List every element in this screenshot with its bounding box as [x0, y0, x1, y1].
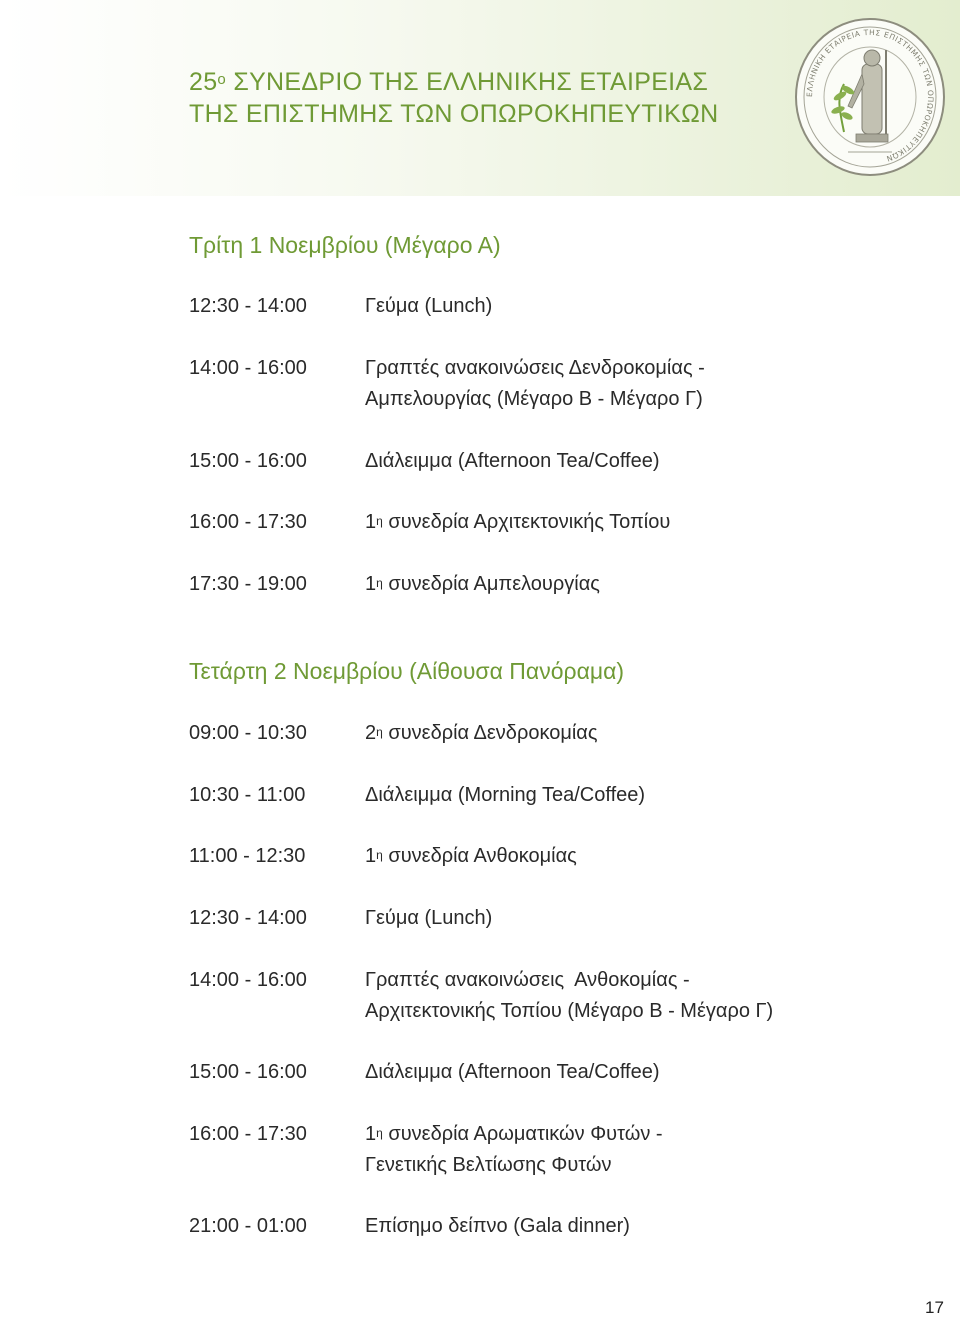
schedule-description-text: Αμπελουργίας (Μέγαρο Β - Μέγαρο Γ) [365, 388, 703, 410]
schedule-description-line [365, 1057, 925, 1088]
schedule-description-text: Γεύμα (Lunch) [365, 907, 493, 929]
session-ordinal-suffix: η [376, 725, 383, 739]
schedule-description-text: Αρχιτεκτονικής Τοπίου (Μέγαρο Β - Μέγαρο Γ) [365, 1000, 774, 1022]
schedule-description-line [365, 507, 925, 538]
schedule-time: 10:30 - 11:00 [189, 784, 306, 806]
schedule-time: 16:00 - 17:30 [189, 1123, 307, 1145]
schedule-description-text: Γραπτές ανακοινώσεις Ανθοκομίας - [365, 969, 690, 991]
conference-title [189, 66, 719, 130]
day-2-heading: Τετάρτη 2 Νοεμβρίου (Αίθουσα Πανόραμα) [189, 658, 625, 684]
schedule-description-text: συνεδρία Αμπελουργίας [382, 573, 600, 595]
session-ordinal: 1 [365, 511, 377, 533]
schedule-description [365, 780, 925, 811]
session-ordinal: 1 [365, 573, 377, 595]
schedule-description [365, 507, 925, 538]
session-ordinal: 2 [365, 722, 377, 744]
schedule-description-text: συνεδρία Αρωματικών Φυτών - [382, 1123, 663, 1145]
schedule-description-text: συνεδρία Ανθοκομίας [382, 845, 577, 867]
schedule-time: 12:30 - 14:00 [189, 295, 307, 317]
session-ordinal-suffix: η [376, 1126, 383, 1140]
schedule-description [365, 903, 925, 934]
session-ordinal: 1 [365, 1123, 377, 1145]
schedule-description [365, 291, 925, 322]
schedule-description-line [365, 446, 925, 477]
session-ordinal-suffix: η [376, 576, 383, 590]
society-seal-icon [790, 12, 950, 182]
society-seal-graphic [790, 12, 950, 182]
day-1-heading: Τρίτη 1 Νοεμβρίου (Μέγαρο Α) [189, 232, 501, 258]
session-ordinal-suffix: η [376, 848, 383, 862]
page-number: 17 [925, 1298, 944, 1317]
schedule-description-line [365, 291, 925, 322]
schedule-description-line [365, 780, 925, 811]
schedule-description [365, 569, 925, 600]
schedule-description-text: Διάλειμμα (Morning Tea/Coffee) [365, 784, 646, 806]
schedule-time: 14:00 - 16:00 [189, 357, 307, 379]
schedule-description-line [365, 903, 925, 934]
schedule-description [365, 1057, 925, 1088]
schedule-description-text: Επίσημο δείπνο (Gala dinner) [365, 1215, 630, 1237]
schedule-description [365, 965, 925, 1027]
schedule-description-text: Διάλειμμα (Afternoon Tea/Coffee) [365, 1061, 660, 1083]
schedule-description [365, 353, 925, 415]
schedule-description [365, 446, 925, 477]
schedule-description-line [365, 996, 925, 1027]
schedule-description-line [365, 1119, 925, 1150]
schedule-description [365, 718, 925, 749]
schedule-time: 16:00 - 17:30 [189, 511, 307, 533]
schedule-time: 09:00 - 10:30 [189, 722, 307, 744]
schedule-time: 15:00 - 16:00 [189, 450, 307, 472]
schedule-description-line [365, 1211, 925, 1242]
schedule-description-line [365, 569, 925, 600]
schedule-time: 14:00 - 16:00 [189, 969, 307, 991]
schedule-description-text: Γενετικής Βελτίωσης Φυτών [365, 1154, 612, 1176]
schedule-description-text: συνεδρία Αρχιτεκτονικής Τοπίου [382, 511, 671, 533]
session-ordinal-suffix: η [376, 514, 383, 528]
schedule-description-line [365, 718, 925, 749]
conference-title-line-2: ΤΗΣ ΕΠΙΣΤΗΜΗΣ ΤΩΝ ΟΠΩΡΟΚΗΠΕΥΤΙΚΩΝ [189, 100, 719, 128]
schedule-time: 17:30 - 19:00 [189, 573, 307, 595]
schedule-description-text: Διάλειμμα (Afternoon Tea/Coffee) [365, 450, 660, 472]
schedule-description-text: Γραπτές ανακοινώσεις Δενδροκομίας - [365, 357, 705, 379]
schedule-time: 12:30 - 14:00 [189, 907, 307, 929]
schedule-description-line [365, 841, 925, 872]
schedule-description [365, 1119, 925, 1181]
session-ordinal: 1 [365, 845, 377, 867]
schedule-time: 11:00 - 12:30 [189, 845, 306, 867]
schedule-description-line [365, 965, 925, 996]
schedule-time: 15:00 - 16:00 [189, 1061, 307, 1083]
schedule-time: 21:00 - 01:00 [189, 1215, 307, 1237]
schedule-description-line [365, 1150, 925, 1181]
schedule-description-line [365, 384, 925, 415]
schedule-description [365, 1211, 925, 1242]
schedule-description-text: Γεύμα (Lunch) [365, 295, 493, 317]
schedule-description-line [365, 353, 925, 384]
conference-title-line-1: $25^o$ ΣΥΝΕΔΡΙΟ ΤΗΣ ΕΛΛΗΝΙΚΗΣ ΕΤΑΙΡΕΙΑΣ [189, 68, 709, 96]
schedule-description [365, 841, 925, 872]
svg-text:ΕΛΛΗΝΙΚΗ ΕΤΑΙΡΕΙΑ ΤΗΣ ΕΠΙΣΤΗΜΗ: ΕΛΛΗΝΙΚΗ ΕΤΑΙΡΕΙΑ ΤΗΣ ΕΠΙΣΤΗΜΗΣ ΤΩΝ ΟΠΩΡΟΚΗΠΕΥΤΙΚΩΝ [804, 27, 936, 164]
schedule-description-text: συνεδρία Δενδροκομίας [382, 722, 598, 744]
